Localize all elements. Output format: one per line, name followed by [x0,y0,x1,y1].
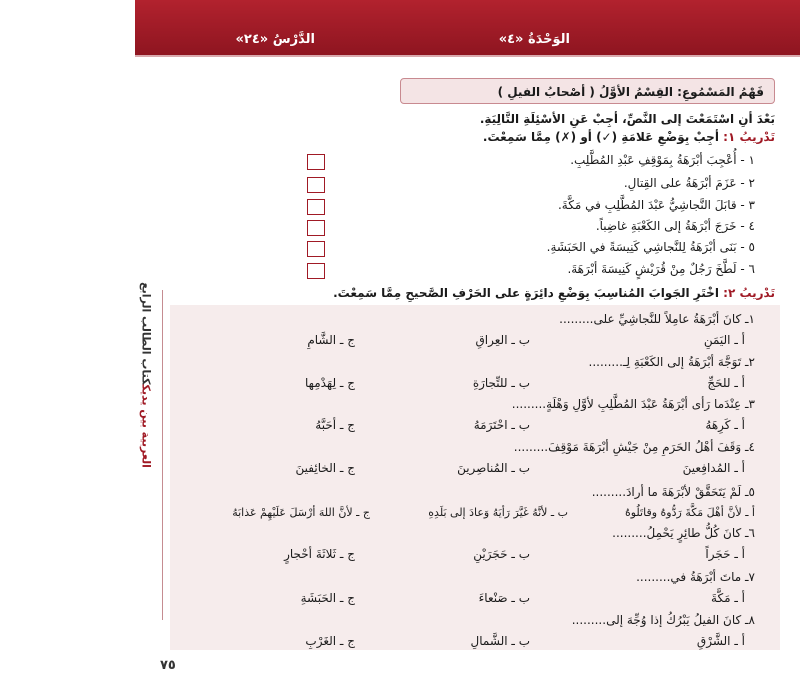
t1-checkbox[interactable] [307,241,325,257]
t2-option-c[interactable]: ج ـ الغَرْبِ [305,634,355,648]
t2-option-b[interactable]: ب ـ للتِّجارَةِ [472,376,530,390]
t2-question: ٧ـ ماتَ أبْرَهَةُ في......... [636,570,755,584]
t2-option-a[interactable]: أ ـ كَرِهَهُ [705,418,745,432]
side-rule [162,290,163,620]
t1-item: ٤ - خَرَجَ أبْرَهَةُ إلى الكَعْبَةِ غاضِباً. [595,219,755,233]
t2-question: ٢ـ تَوَجَّهَ أبْرَهَةُ إلى الكَعْبَةِ لِـ......... [588,355,755,369]
t1-item: ٦ - لَطَّخَ رَجُلٌ مِنْ قُرَيْشٍ كَنِيسَةَ أبْرَهَةَ. [567,262,755,276]
t2-question: ٦ـ كانَ كُلُّ طائِرٍ يَحْمِلُ......... [612,526,755,540]
t2-option-a[interactable]: أ ـ المُدافِعينَ [682,461,745,475]
t2-option-a[interactable]: أ ـ اليَمَنِ [703,333,745,347]
t2-option-c[interactable]: ج ـ الخائِفينَ [295,461,355,475]
t1-checkbox[interactable] [307,263,325,279]
lesson-label: الدَّرْسُ «٢٤» [235,32,315,47]
t2-option-c[interactable]: ج ـ أحَبَّهُ [315,418,355,432]
t2-option-a[interactable]: أ ـ لأنَّ أهْلَ مَكَّةَ رَدُّوهُ وقاتَلُوهُ [624,506,755,519]
section-title: فَهْمُ المَسْمُوعِ: القِسْمُ الأوَّلُ ( أصْحابُ الفيلِ ) [400,78,775,104]
t2-option-b[interactable]: ب ـ حَجَرَيْنِ [473,547,530,561]
t2-question: ٨ـ كانَ الفيلُ يَبْرُكُ إذا وُجِّهَ إلى......... [571,613,755,627]
t2-option-b[interactable]: ب ـ المُناصِرينَ [457,461,530,475]
t2-option-c[interactable]: ج ـ الشَّامِ [307,333,355,347]
training2-label: تَدْريبُ ٢: [723,286,775,300]
t2-option-a[interactable]: أ ـ مَكَّةَ [711,591,745,605]
t1-item: ٢ - عَزَمَ أبْرَهَةُ على القِتالِ. [623,176,755,190]
t2-option-c[interactable]: ج ـ الحَبَشَةِ [300,591,355,605]
training1-text: أجِبْ بِوَضْعِ عَلامَةِ (✓) أو (✗) مِمَّا سَمِعْتَ. [482,130,719,144]
t2-option-a[interactable]: أ ـ حَجَراً [705,547,745,561]
t2-option-c[interactable]: ج ـ ثَلاثَةَ أحْجارٍ [284,547,355,561]
t2-option-c[interactable]: ج ـ لأنَّ اللهَ أرْسَلَ عَلَيْهِمْ عَذابَهُ [232,506,370,519]
t2-option-b[interactable]: ب ـ لأنَّهُ غَيَّرَ رَأيَهُ وَعادَ إلى بَلَدِهِ [428,506,568,519]
t1-item: ١ - أُعْجِبَ أبْرَهَةُ بِمَوْقِفِ عَبْدِ المُطَّلِبِ. [570,153,755,167]
t2-option-c[interactable]: ج ـ لِهَدْمِها [305,376,355,390]
t2-question: ١ـ كانَ أبْرَهَةُ عامِلاً للنَّجاشِيِّ على......... [559,312,755,326]
side-title-main: العربية بين يديك [139,384,153,468]
side-book-title [140,282,153,478]
training1-label: تَدْريبُ ١: [723,130,775,144]
unit-label: الوَحْدَةُ «٤» [498,32,570,47]
t2-option-b[interactable]: ب ـ احْتَرَمَهُ [473,418,530,432]
t2-question: ٤ـ وَقَفَ أهْلُ الحَرَمِ مِنْ جَيْشِ أبْرَهَةَ مَوْقِفَ......... [513,440,755,454]
side-title-sub: كتاب الطالب الرابع [139,282,153,385]
training2-heading [333,286,775,300]
t1-checkbox[interactable] [307,199,325,215]
t2-option-b[interactable]: ب ـ العِراقِ [475,333,530,347]
t2-option-a[interactable]: أ ـ الشَّرْقِ [696,634,745,648]
t1-item: ٥ - بَنَى أبْرَهَةُ لِلنَّجاشِي كَنِيسَةً في الحَبَشَةِ. [546,240,755,254]
t2-option-b[interactable]: ب ـ الشَّمالِ [470,634,530,648]
t1-item: ٣ - قابَلَ النَّجاشِيُّ عَبْدَ المُطَّلِبِ في مَكَّةَ. [557,198,755,212]
t2-option-a[interactable]: أ ـ للحَجِّ [707,376,745,390]
page-number: ٧٥ [160,658,176,673]
instruction: بَعْدَ أنِ اسْتَمَعْتَ إلى النَّصِّ، أجِبْ عَنِ الأسْئِلَةِ التَّالِيَةِ. [479,112,775,126]
training1-heading [483,130,775,144]
t1-checkbox[interactable] [307,177,325,193]
t2-question: ٥ـ لَمْ يَتَحَقَّقْ لأبْرَهَةَ ما أرادَ......... [591,485,755,499]
t1-checkbox[interactable] [307,220,325,236]
training2-text: اخْتَرِ الجَوابَ المُناسِبَ بِوَضْعِ دائِرَةٍ على الحَرْفِ الصَّحيحِ مِمَّا سَمِعْتَ. [333,286,719,300]
t2-question: ٣ـ عِنْدَما رَأى أبْرَهَةُ عَبْدَ المُطَّلِبِ لأوَّلِ وَهْلَةٍ......... [511,397,755,411]
t2-option-b[interactable]: ب ـ صَنْعاءَ [478,591,530,605]
header-divider [135,55,800,57]
t1-checkbox[interactable] [307,154,325,170]
